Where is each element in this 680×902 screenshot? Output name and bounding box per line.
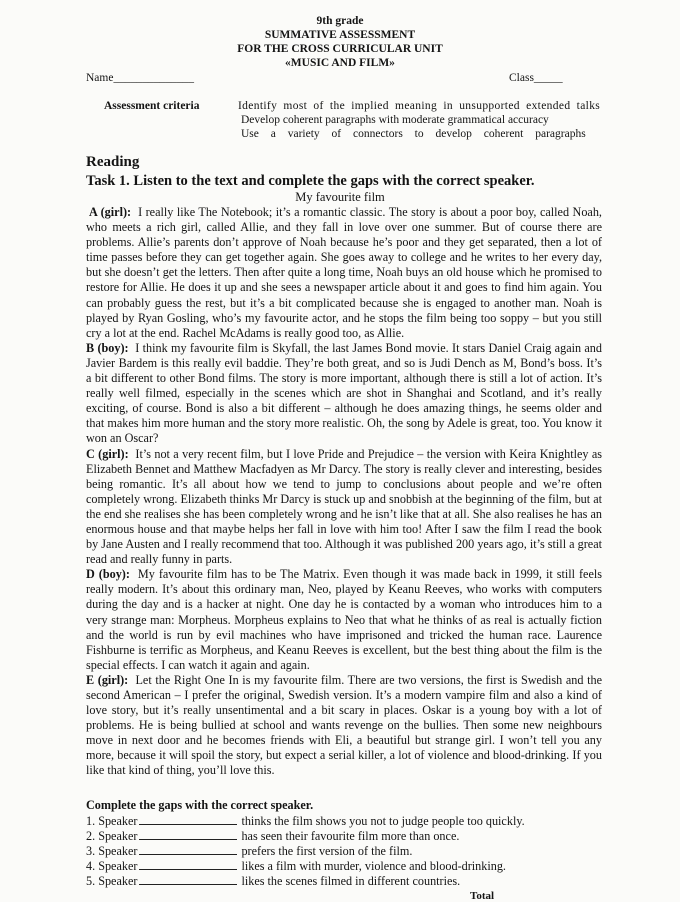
gap-prefix: 4. Speaker <box>86 859 138 873</box>
answer-blank[interactable] <box>139 859 237 870</box>
gap-text: likes the scenes filmed in different countries. <box>241 874 461 888</box>
task-title: Task 1. Listen to the text and complete the gaps with the correct speaker. <box>86 173 535 189</box>
reading-text <box>86 205 602 779</box>
assessment-heading: SUMMATIVE ASSESSMENT <box>264 29 416 41</box>
answer-blank[interactable] <box>139 874 237 885</box>
gap-prefix: 5. Speaker <box>86 874 138 888</box>
criteria-item: Develop coherent paragraphs with moderate grammatical accuracy <box>241 114 549 126</box>
speaker-label: D (boy): <box>86 567 130 582</box>
speaker-paragraph <box>86 567 602 673</box>
answer-blank[interactable] <box>139 844 237 855</box>
speaker-text: My favourite film has to be The Matrix. Even though it was made back in 1999, it still feels really modern. It’s about this ordinary man, Neo, played by Keanu Reeves, who works with computers during the day and is a hacker at night. One day he is contacted by a woman who introduces him to a very strange man: Morpheus. Morpheus explains to Neo that what he thinks of as real is actually fiction and the world is run by evil machines who have imprisoned and tricked the human race. Laurence Fishburne is terrific as Morpheus, and Keanu Reeves is excellent, but the best thing about the film is the special effects. I can watch it again and again. <box>86 567 602 672</box>
gap-item <box>86 829 459 844</box>
speaker-paragraph <box>86 447 602 568</box>
answer-blank[interactable] <box>139 829 237 840</box>
gap-text: likes a film with murder, violence and blood-drinking. <box>241 859 506 873</box>
gap-text: has seen their favourite film more than once. <box>241 829 460 843</box>
speaker-text: I really like The Notebook; it’s a romantic classic. The story is about a poor boy, called Noah, who meets a rich girl, called Allie, and they fall in love over one summer. But of course there are problems. Allie’s parents don’t approve of Noah because he’s poor and they get separated, then a lot of time passes before they can get together again. She goes away to college and he writes to her every day, but she doesn’t get the letters. Then after quite a long time, Noah buys an old house which he promised to restore for Allie. He does it up and she sees a newspaper article about it and goes to find him again. You can probably guess the rest, but it’s a bit complicated because she is engaged to another man. Noah is played by Ryan Gosling, who’s my favourite actor, and he stops the film being too soppy – but you still cry a lot at the end. Rachel McAdams is really good too, as Allie. <box>86 205 602 340</box>
gap-prefix: 2. Speaker <box>86 829 138 843</box>
name-field[interactable]: Name______________ <box>86 72 194 84</box>
speaker-label: B (boy): <box>86 340 129 355</box>
gap-item <box>86 844 412 859</box>
gaps-title: Complete the gaps with the correct speaker. <box>86 798 314 812</box>
gap-item <box>86 874 460 889</box>
speaker-paragraph <box>86 341 602 447</box>
theme-heading: «MUSIC AND FILM» <box>285 57 395 69</box>
unit-heading: FOR THE CROSS CURRICULAR UNIT <box>237 43 443 55</box>
section-title: Reading <box>86 154 140 170</box>
gap-text: thinks the film shows you not to judge people too quickly. <box>241 814 525 828</box>
speaker-text: I think my favourite film is Skyfall, the last James Bond movie. It stars Daniel Craig again and Javier Bardem is this really evil baddie. They’re both great, and so is Judi Dench as M, Bond’s boss. It’s a bit different to other Bond films. The story is more important, although there is still a lot of action. It’s really well filmed, especially in the scenes which are shot in Shanghai and Scotland, and it’s really exciting, of course. Bond is also a bit different – although he does amazing things, he seems older and that makes him more human and the story more realistic. Oh, the song by Adele is great, too. You know it won an Oscar? <box>86 340 602 446</box>
text-title: My favourite film <box>295 190 385 204</box>
answer-blank[interactable] <box>139 814 237 825</box>
gap-prefix: 1. Speaker <box>86 814 138 828</box>
speaker-label: A (girl): <box>89 205 132 219</box>
gap-text: prefers the first version of the film. <box>241 844 413 858</box>
criteria-item: Identify most of the implied meaning in unsupported extended talks <box>238 100 601 112</box>
criteria-item: Use a variety of connectors to develop coherent paragraphs <box>241 128 586 140</box>
speaker-paragraph <box>86 205 602 341</box>
criteria-label: Assessment criteria <box>104 100 200 112</box>
speaker-text: It’s not a very recent film, but I love Pride and Prejudice – the version with Keira Knightley as Elizabeth Bennet and Matthew Macfadyen as Mr Darcy. The story is really clever and interesting, besides being romantic. It’s all about how we tend to jump to conclusions about people and we’re often completely wrong. Elizabeth thinks Mr Darcy is stuck up and snobbish at the beginning of the film, but at the end she realises she has been completely wrong and he isn’t like that at all. She also realises he has an enormous house and that maybe helps her fall in love with him too! After I saw the film I read the book by Jane Austen and I really recommend that too. Although it was published 200 years ago, it’s still a great read and really funny in parts. <box>86 446 602 567</box>
class-field[interactable]: Class_____ <box>509 72 563 84</box>
grade-heading: 9th grade <box>316 15 364 27</box>
speaker-label: C (girl): <box>86 446 129 461</box>
gap-prefix: 3. Speaker <box>86 844 138 858</box>
gap-item <box>86 859 506 874</box>
gap-item <box>86 814 525 829</box>
speaker-label: E (girl): <box>86 672 129 687</box>
speaker-paragraph <box>86 673 602 779</box>
total-label: Total <box>470 890 495 902</box>
speaker-text: Let the Right One In is my favourite film. There are two versions, the first is Swedish and the second American – I prefer the original, Swedish version. It’s a modern vampire film and also a kind of love story, but it’s really unsentimental and a bit scary in places. Oskar is a young boy with a lot of problems. He is being bullied at school and wants revenge on the bullies. Then some new neighbours move in next door and he becomes friends with Eli, a beautiful but strange girl. I won’t tell you any more, because it will spoil the story, but expect a serial killer, a lot of violence and blood-drinking. If you like that kind of thing, you’ll love this. <box>86 672 603 778</box>
